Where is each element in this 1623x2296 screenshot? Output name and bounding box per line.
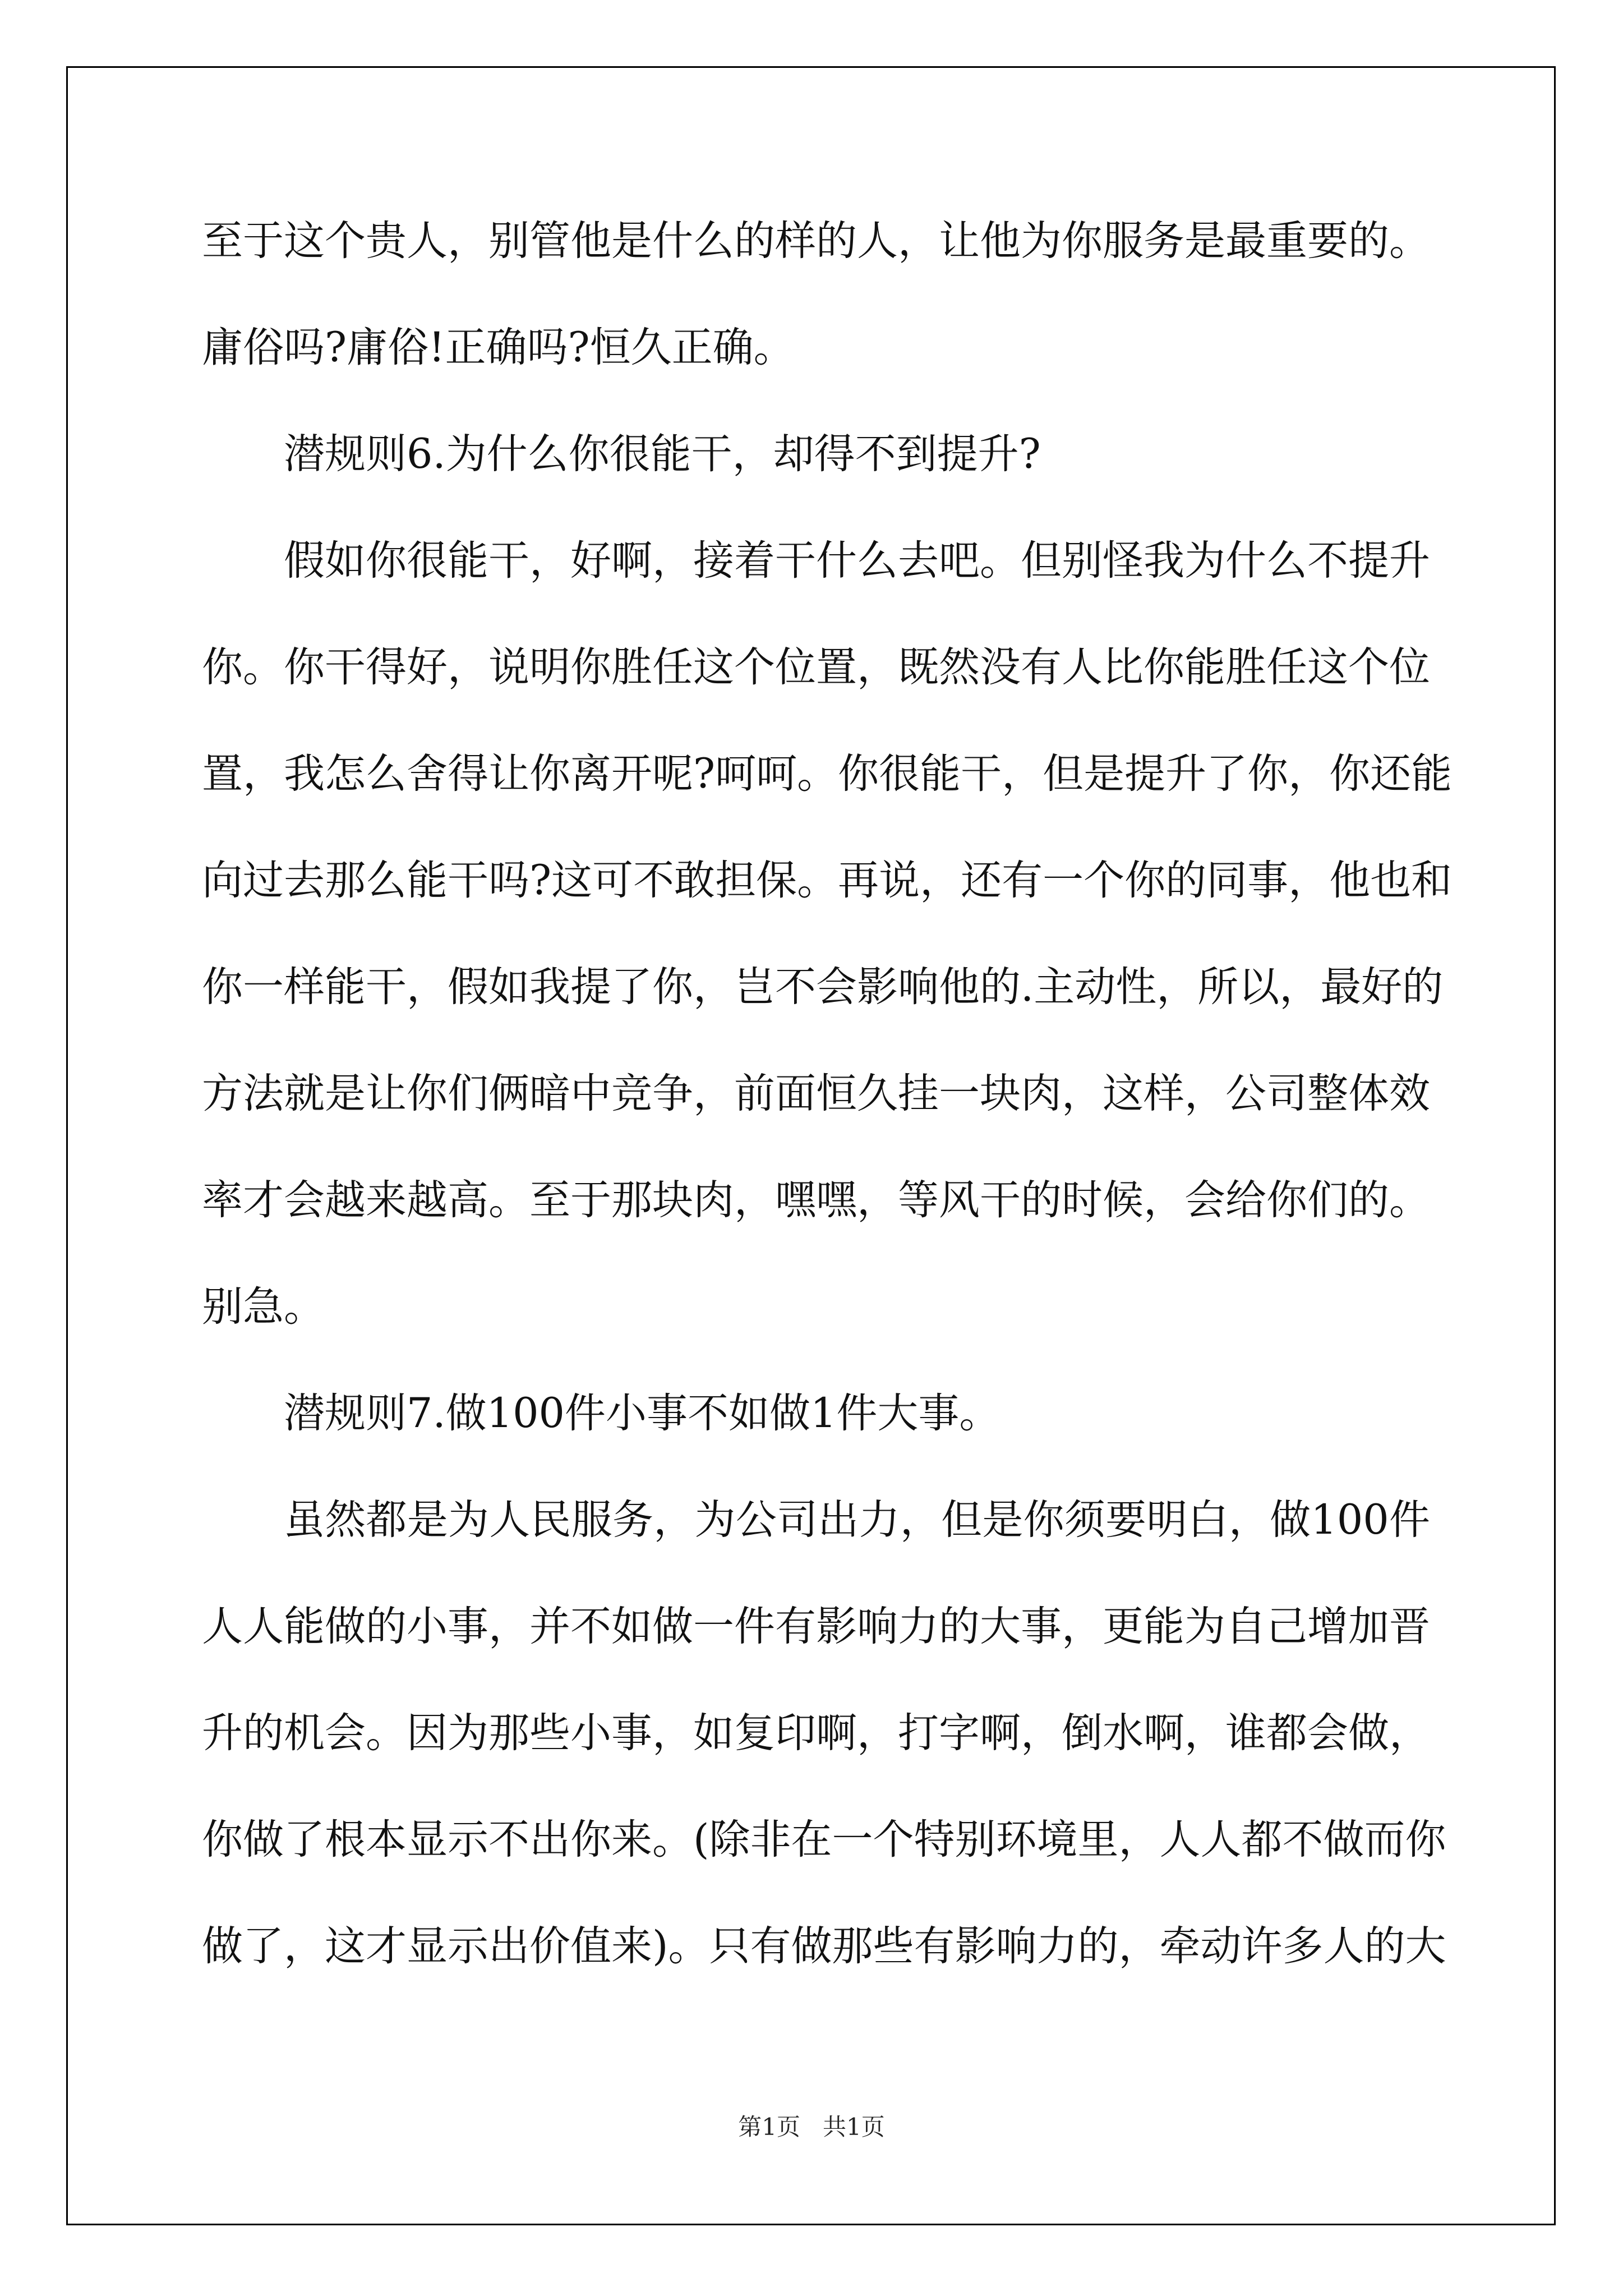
text-line: 方法就是让你们俩暗中竞争，前面恒久挂一块肉，这样，公司整体效 — [202, 1070, 1430, 1117]
text-line: 人人能做的小事，并不如做一件有影响力的大事，更能为自己增加晋 — [202, 1603, 1430, 1650]
text-line: 你。你干得好，说明你胜任这个位置，既然没有人比你能胜任这个位 — [202, 643, 1430, 691]
text-line: 庸俗吗?庸俗!正确吗?恒久正确。 — [202, 324, 795, 371]
text-line: 做了，这才显示出价值来)。只有做那些有影响力的，牵动许多人的大 — [202, 1922, 1446, 1970]
text-line: 虽然都是为人民服务，为公司出力，但是你须要明白，做100件 — [284, 1496, 1430, 1544]
text-line: 率才会越来越高。至于那块肉，嘿嘿，等风干的时候，会给你们的。 — [202, 1176, 1430, 1224]
document-body — [202, 208, 1453, 2019]
text-line: 你做了根本显示不出你来。(除非在一个特别环境里，人人都不做而你 — [202, 1816, 1446, 1864]
text-line: 向过去那么能干吗?这可不敢担保。再说，还有一个你的同事，他也和 — [202, 857, 1453, 904]
section-heading: 潜规则6.为什么你很能干，却得不到提升? — [284, 430, 1041, 478]
text-line: 置，我怎么舍得让你离开呢?呵呵。你很能干，但是提升了你，你还能 — [202, 750, 1453, 798]
text-line: 你一样能干，假如我提了你，岂不会影响他的.主动性，所以，最好的 — [202, 963, 1444, 1011]
text-line: 假如你很能干，好啊，接着干什么去吧。但别怪我为什么不提升 — [284, 537, 1430, 585]
text-line: 别急。 — [202, 1283, 325, 1331]
page-number: 第1页 共1页 — [738, 2113, 885, 2141]
section-heading: 潜规则7.做100件小事不如做1件大事。 — [284, 1389, 1000, 1437]
text-line: 至于这个贵人，别管他是什么的样的人，让他为你服务是最重要的。 — [202, 217, 1430, 265]
text-line: 升的机会。因为那些小事，如复印啊，打字啊，倒水啊，谁都会做， — [202, 1709, 1430, 1757]
